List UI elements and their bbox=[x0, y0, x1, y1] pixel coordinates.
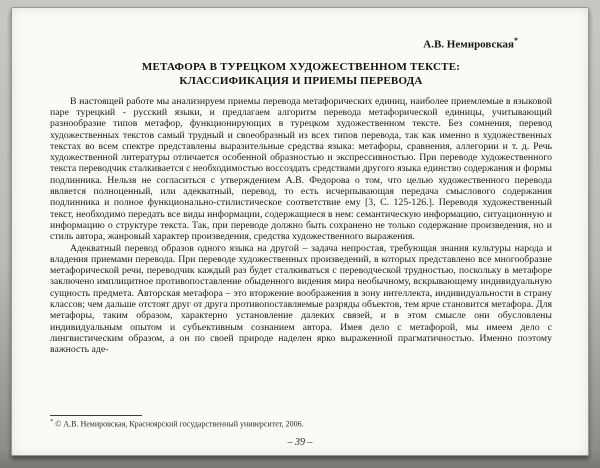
footnote-area bbox=[50, 415, 548, 429]
footnote-marker: * bbox=[50, 418, 54, 426]
footnote bbox=[50, 418, 548, 429]
footnote-divider bbox=[50, 415, 142, 416]
article-title bbox=[56, 60, 546, 88]
page-number: – 39 – bbox=[287, 437, 313, 448]
body-paragraph-1: В настоящей работе мы анализируем приемы перевода метафорических единиц, наиболее приемлемые в языковой паре турецкий - русский языки, и предлагаем алгоритм перевода метафорической единицы, учитывающий разнообразие типов метафор, функционирующих в турецком художественном тексте. Без сомнения, перевод художественных текстов самый трудный и своеобразный из всех типов перевода, так как именно в художественных текстах во всем спектре представлены выразительные средства языка: метафоры, сравнения, аллегории и т. д. Речь художественной литературы отличается особенной образностью и экспрессивностью. При переводе художественного текста переводчик сталкивается с необходимостью воссоздать средствами другого языка единство содержания и формы подлинника. Нельзя не согласиться с утверждением А.В. Федорова о том, что целью художественного перевода является полноценный, или адекватный, перевод, то есть исчерпывающая передача смыслового содержания подлинника и полное функционально-стилистическое соответствие ему [3, С. 125-126.]. Переводя художественный текст, необходимо передать все виды информации, содержащиеся в нем: семантическую информацию, ситуационную и информацию о структуре текста. Так, при переводе должно быть сохранено не только содержание произведения, но и стиль автора, жанровый характер произведения, средства художественного выражения. bbox=[50, 95, 552, 243]
author-line bbox=[50, 36, 518, 51]
author-name: А.В. Немировская bbox=[423, 38, 514, 51]
article-title-line-1: МЕТАФОРА В ТУРЕЦКОМ ХУДОЖЕСТВЕННОМ ТЕКСТЕ: bbox=[141, 60, 461, 73]
author-footnote-marker: * bbox=[514, 36, 518, 45]
article-title-line-2: КЛАССИФИКАЦИЯ И ПРИЕМЫ ПЕРЕВОДА bbox=[179, 74, 423, 87]
body-paragraph-2: Адекватный перевод образов одного языка на другой – задача непростая, требующая знания культуры народа и владения приемами перевода. При переводе художественных произведений, в которых представлено все многообразие метафорической речи, переводчик каждый раз будет сталкиваться с переводческой трудностью, поскольку в метафоре заключено имплицитное противопоставление обыденного видения мира необычному, вскрывающему индивидуальную сущность предмета. Авторская метафора – это вторжение воображения в зону интеллекта, индивидуальности в страну классов; чем дальше отстоят друг от друга противопоставляемые разряды объектов, тем ярче становится метафора. Для метафоры, таким образом, характерно установление далеких связей, и в этом смысле они обусловлены индивидуальным опытом и субъективным сознанием автора. Имея дело с метафорой, мы имеем дело с лингвистическим образом, а он по своей природе наделен ярко выраженной прагматичностью. Именно поэтому важность аде- bbox=[50, 242, 552, 356]
paper-page bbox=[11, 7, 589, 456]
footnote-text: © А.В. Немировская, Красноярский государственный университет, 2006. bbox=[55, 420, 304, 429]
